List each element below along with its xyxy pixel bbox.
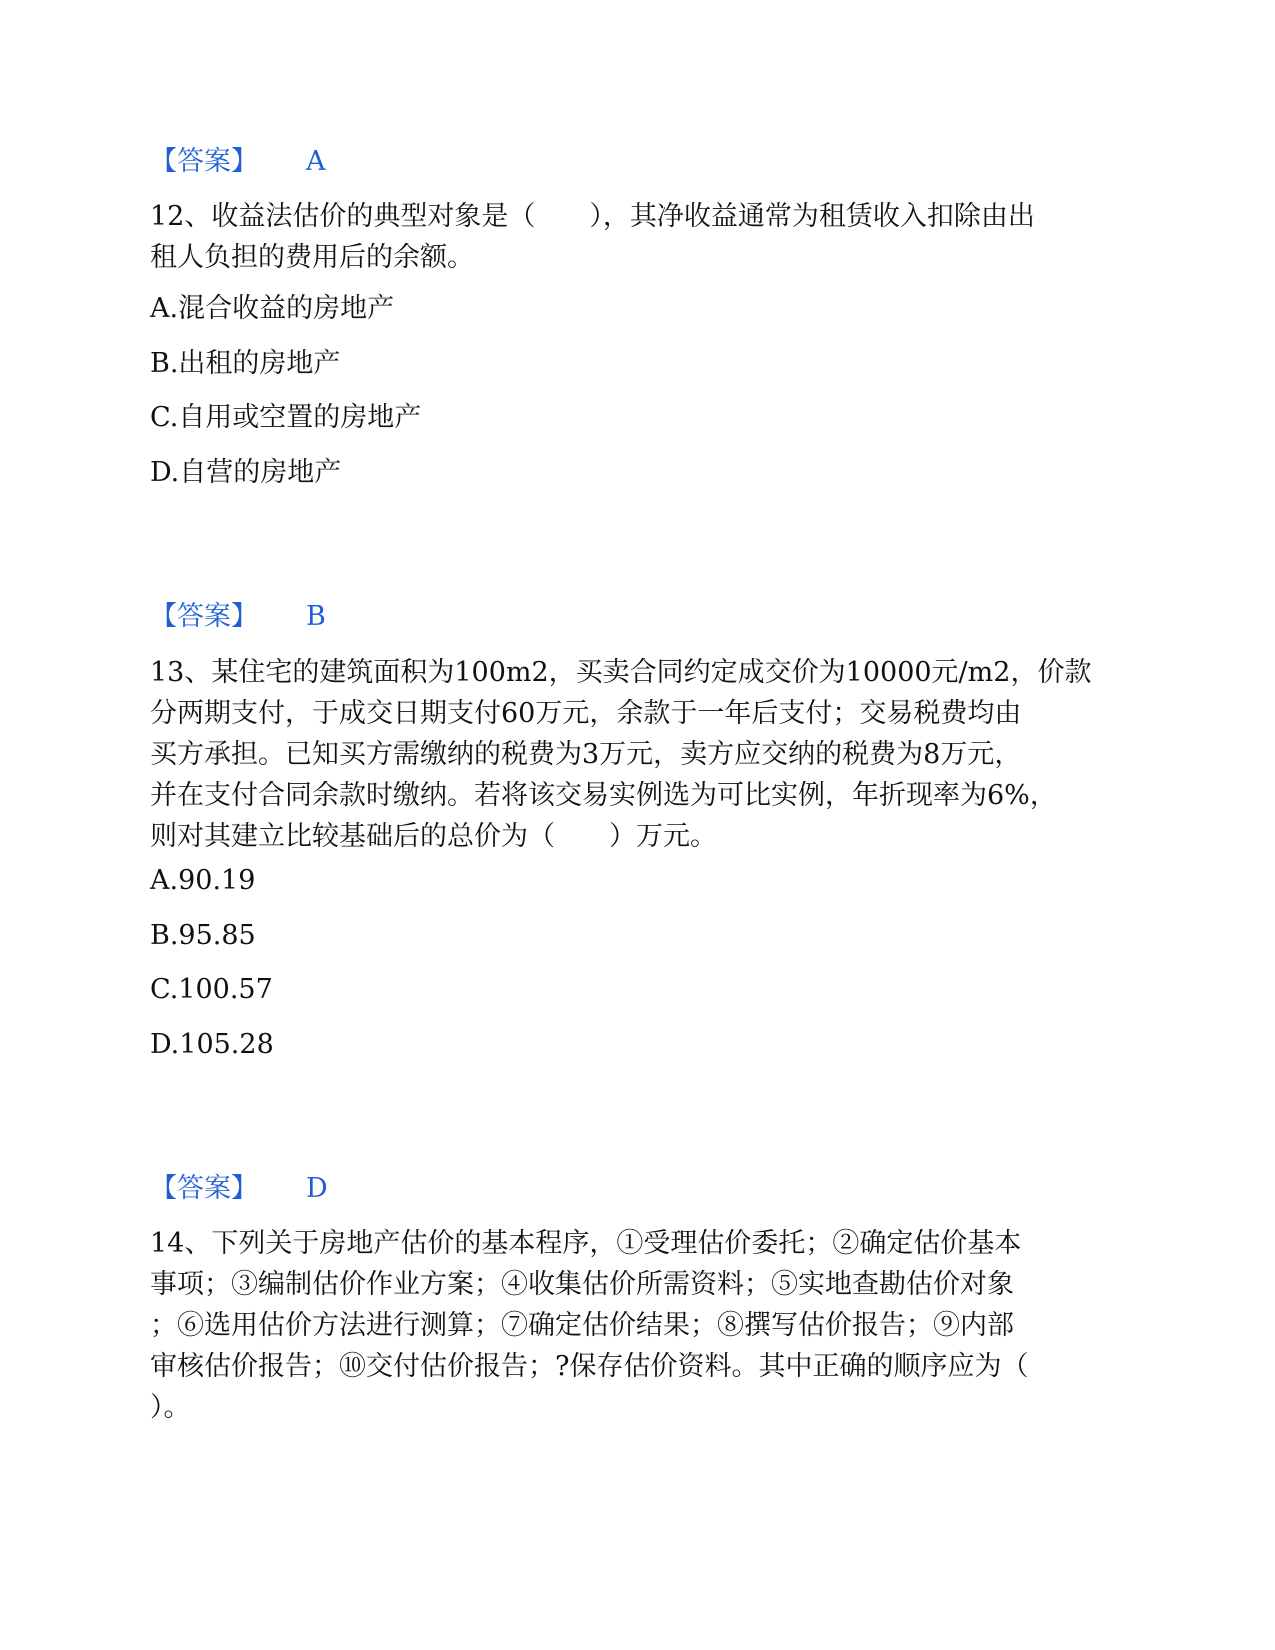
- q13-option-b: B.95.85: [150, 920, 256, 951]
- answer-value: D: [306, 1173, 328, 1204]
- q13-option-d: D.105.28: [150, 1029, 274, 1060]
- question-14-stem: [150, 1223, 1125, 1428]
- question-14-line: 审核估价报告；⑩交付估价报告；?保存估价资料。其中正确的顺序应为（: [150, 1351, 1029, 1382]
- answer-label: 【答案】: [150, 1173, 258, 1204]
- question-13-line: 则对其建立比较基础后的总价为（ ）万元。: [150, 821, 717, 852]
- question-13-stem: [150, 652, 1125, 857]
- question-13-line: 分两期支付，于成交日期支付60万元，余款于一年后支付；交易税费均由: [150, 698, 1022, 729]
- answer-q13: [150, 1172, 328, 1206]
- answer-label: 【答案】: [150, 146, 258, 177]
- answer-value: A: [306, 146, 326, 177]
- question-13-line: 买方承担。已知买方需缴纳的税费为3万元，卖方应交纳的税费为8万元，: [150, 739, 1022, 770]
- q13-option-a: A.90.19: [150, 865, 256, 896]
- q12-option-a: A.混合收益的房地产: [150, 293, 395, 324]
- question-12-line: 租人负担的费用后的余额。: [150, 242, 474, 273]
- q12-option-c: C.自用或空置的房地产: [150, 402, 422, 433]
- question-12-line: 12、收益法估价的典型对象是（ ），其净收益通常为租赁收入扣除由出: [150, 201, 1035, 232]
- answer-label: 【答案】: [150, 601, 258, 632]
- question-14-line: 事项；③编制估价作业方案；④收集估价所需资料；⑤实地查勘估价对象: [150, 1269, 1014, 1300]
- question-13-line: 13、某住宅的建筑面积为100m2，买卖合同约定成交价为10000元/m2，价款: [150, 657, 1092, 688]
- question-14-line: 14、下列关于房地产估价的基本程序，①受理估价委托；②确定估价基本: [150, 1228, 1022, 1259]
- question-12-stem: [150, 196, 1125, 278]
- answer-q12: [150, 600, 326, 634]
- answer-q11: [150, 145, 326, 179]
- question-14-line: ；⑥选用估价方法进行测算；⑦确定估价结果；⑧撰写估价报告；⑨内部: [150, 1310, 1014, 1341]
- q13-option-c: C.100.57: [150, 974, 273, 1005]
- question-14-line: ）。: [150, 1392, 191, 1423]
- q12-option-b: B.出租的房地产: [150, 348, 341, 379]
- question-13-line: 并在支付合同余款时缴纳。若将该交易实例选为可比实例，年折现率为6%，: [150, 780, 1057, 811]
- answer-value: B: [306, 601, 326, 632]
- q12-option-d: D.自营的房地产: [150, 457, 342, 488]
